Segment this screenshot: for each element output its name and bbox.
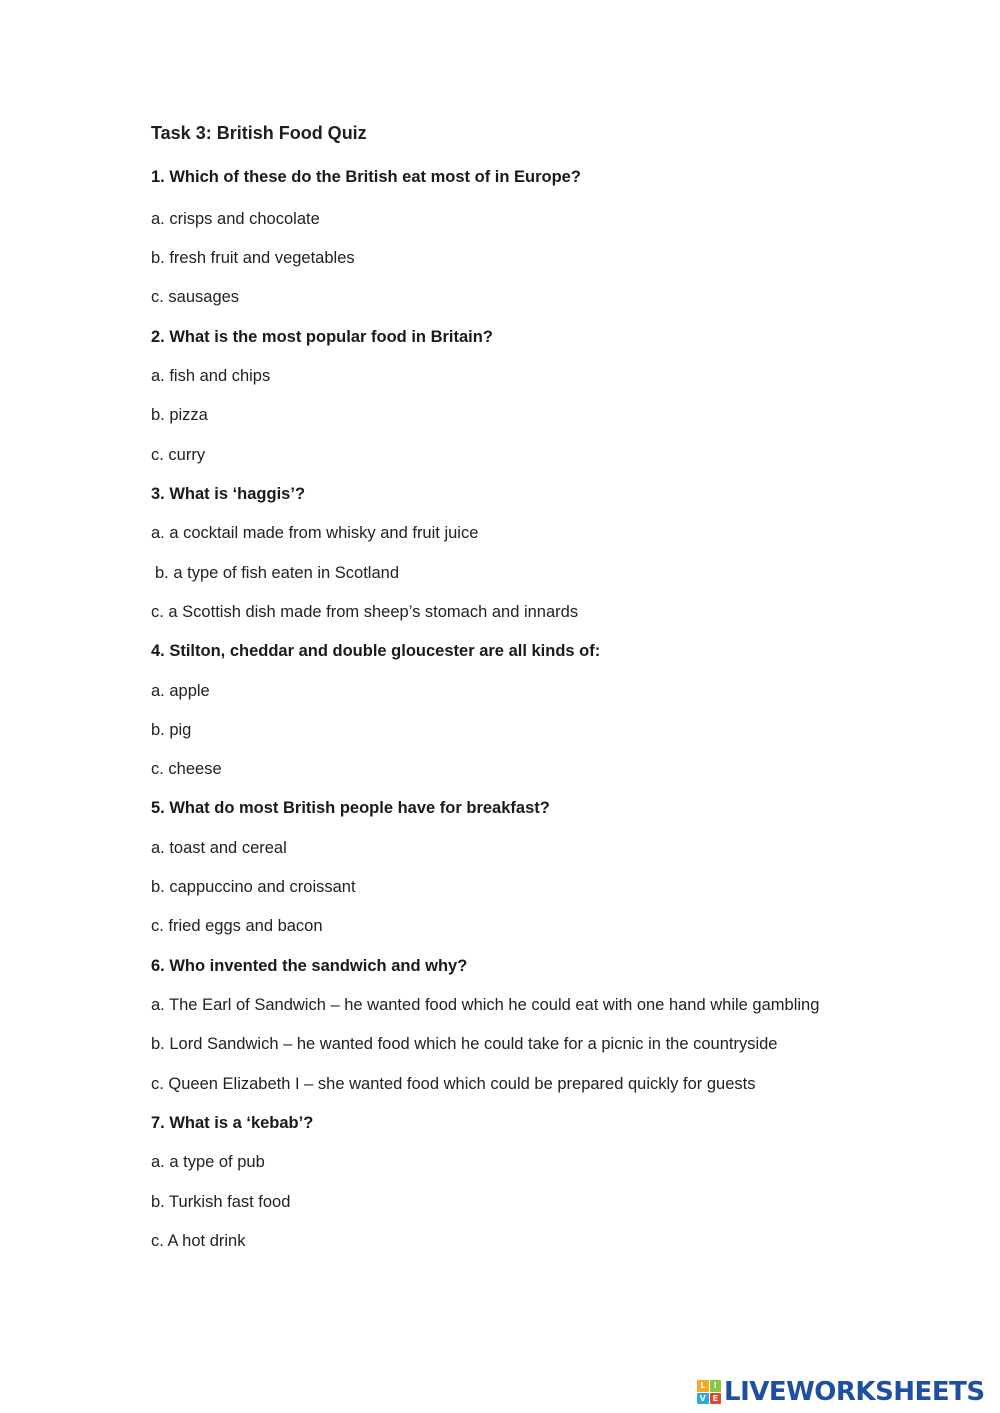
question-1-option-a: a. crisps and chocolate [151,210,320,228]
question-6-option-b: b. Lord Sandwich – he wanted food which he could take for a picnic in the countryside [151,1035,778,1053]
question-7-option-b: b. Turkish fast food [151,1193,291,1211]
liveworksheets-icon [697,1380,721,1404]
question-7-option-c: c. A hot drink [151,1232,246,1250]
question-5-option-b: b. cappuccino and croissant [151,878,356,896]
question-6: 6. Who invented the sandwich and why? [151,957,468,975]
liveworksheets-logo [697,1376,985,1408]
question-2-option-a: a. fish and chips [151,367,271,385]
question-4: 4. Stilton, cheddar and double gloucester are all kinds of: [151,642,601,660]
question-2-option-b: b. pizza [151,406,208,424]
question-1-option-b: b. fresh fruit and vegetables [151,249,355,267]
question-6-option-c: c. Queen Elizabeth I – she wanted food which could be prepared quickly for guests [151,1075,756,1093]
page-title: Task 3: British Food Quiz [151,123,367,143]
question-7: 7. What is a ‘kebab’? [151,1114,314,1132]
question-4-option-b: b. pig [151,721,192,739]
logo-cell-l: L [697,1380,709,1392]
question-3: 3. What is ‘haggis’? [151,485,306,503]
question-4-option-c: c. cheese [151,760,222,778]
question-4-option-a: a. apple [151,682,210,700]
question-3-option-a: a. a cocktail made from whisky and fruit juice [151,524,479,542]
logo-cell-i: I [710,1380,722,1392]
question-6-option-a: a. The Earl of Sandwich – he wanted food which he could eat with one hand while gambling [151,996,820,1014]
question-2: 2. What is the most popular food in Britain? [151,328,493,346]
question-1: 1. Which of these do the British eat most of in Europe? [151,168,581,186]
question-3-option-b: b. a type of fish eaten in Scotland [155,564,399,582]
question-1-option-c: c. sausages [151,288,240,306]
question-3-option-c: c. a Scottish dish made from sheep’s stomach and innards [151,603,579,621]
question-5-option-c: c. fried eggs and bacon [151,917,323,935]
brand-name: LIVEWORKSHEETS [724,1377,985,1407]
question-5-option-a: a. toast and cereal [151,839,287,857]
question-2-option-c: c. curry [151,446,206,464]
logo-cell-e: E [710,1393,722,1405]
logo-cell-v: V [697,1393,709,1405]
question-5: 5. What do most British people have for breakfast? [151,799,550,817]
question-7-option-a: a. a type of pub [151,1153,265,1171]
